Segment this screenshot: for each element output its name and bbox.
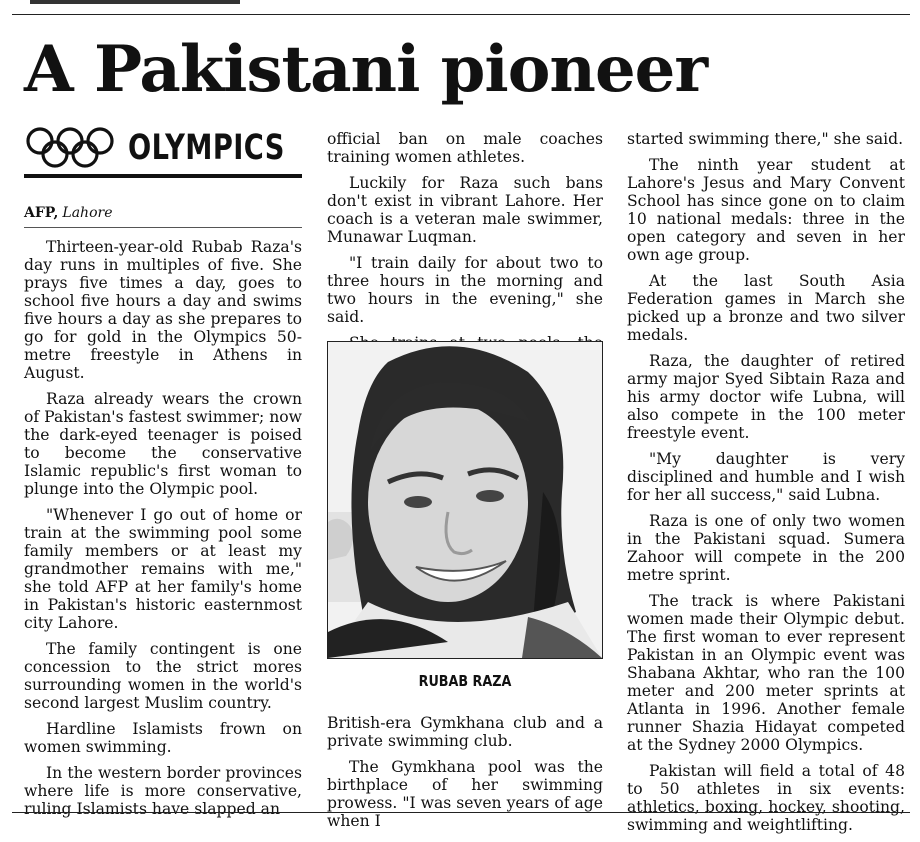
byline (24, 204, 302, 222)
photo-caption: RUBAB RAZA (418, 672, 512, 690)
headline: A Pakistani pioneer (24, 32, 708, 107)
portrait-photo (327, 341, 603, 659)
paragraph: Raza already wears the crown of Pakistan's fastest swimmer; now the dark-eyed teenager is poised to become the conservative Islamic republic's first woman to plunge into the Olympic pool. (24, 390, 302, 498)
paragraph: Luckily for Raza such bans don't exist in vibrant Lahore. Her coach is a veteran male swimmer, Munawar Luqman. (327, 174, 603, 246)
paragraph: Raza is one of only two women in the Pakistani squad. Sumera Zahoor will compete in the 200 metre sprint. (627, 512, 905, 584)
section-rule (24, 174, 302, 178)
paragraph: In the western border provinces where life is more conservative, ruling Islamists have slapped an (24, 764, 302, 818)
paragraph: The track is where Pakistani women made their Olympic debut. The first woman to ever represent Pakistan in an Olympic event was Shabana Akhtar, who ran the 100 meter and 200 meter sprints at Atlanta in 1996. Another female runner Shazia Hidayat competed at the Sydney 2000 Olympics. (627, 592, 905, 754)
paragraph: "My daughter is very disciplined and humble and I wish for her all success," said Lubna. (627, 450, 905, 504)
paragraph: started swimming there," she said. (627, 130, 904, 148)
section-label (24, 122, 302, 174)
section-label-text: OLYMPICS (128, 128, 285, 168)
byline-agency: AFP, (24, 205, 59, 221)
bottom-rule (12, 812, 910, 813)
byline-location: Lahore (62, 205, 113, 221)
article-column-2-bottom (327, 714, 603, 838)
paragraph: Hardline Islamists frown on women swimming. (24, 720, 302, 756)
paragraph: Pakistan will field a total of 48 to 50 athletes in six events: athletics, boxing, hockey, shooting, swimming and weightlifting. (627, 762, 905, 834)
paragraph: British-era Gymkhana club and a private swimming club. (327, 714, 603, 750)
clipped-header-fragment (30, 0, 240, 4)
paragraph: "Whenever I go out of home or train at the swimming pool some family members or at least my grandmother remains with me," she told AFP at her family's home in Pakistan's historic easternmost city Lahore. (24, 506, 302, 632)
portrait-photo-image (328, 342, 602, 658)
olympic-rings-icon (24, 126, 124, 170)
paragraph: official ban on male coaches training women athletes. (327, 130, 603, 166)
article-column-3 (627, 130, 905, 842)
paragraph: The Gymkhana pool was the birthplace of her swimming prowess. "I was seven years of age when I (327, 758, 603, 830)
paragraph: "I train daily for about two to three hours in the morning and two hours in the evening," she said. (327, 254, 603, 326)
paragraph: Thirteen-year-old Rubab Raza's day runs in multiples of five. She prays five times a day, goes to school five hours a day and swims five hours a day as she prepares to go for gold in the Olympics 50-metre freestyle in Athens in August. (24, 238, 302, 382)
paragraph: At the last South Asia Federation games in March she picked up a bronze and two silver medals. (627, 272, 905, 344)
paragraph: The ninth year student at Lahore's Jesus and Mary Convent School has since gone on to claim 10 national medals: three in the open category and seven in her own age group. (627, 156, 905, 264)
paragraph: The family contingent is one concession to the strict mores surrounding women in the world's second largest Muslim country. (24, 640, 302, 712)
top-rule (12, 14, 910, 15)
byline-rule (24, 227, 302, 228)
paragraph: Raza, the daughter of retired army major Syed Sibtain Raza and his army doctor wife Lubna, will also compete in the 100 meter freestyle event. (627, 352, 905, 442)
article-column-1 (24, 238, 302, 826)
